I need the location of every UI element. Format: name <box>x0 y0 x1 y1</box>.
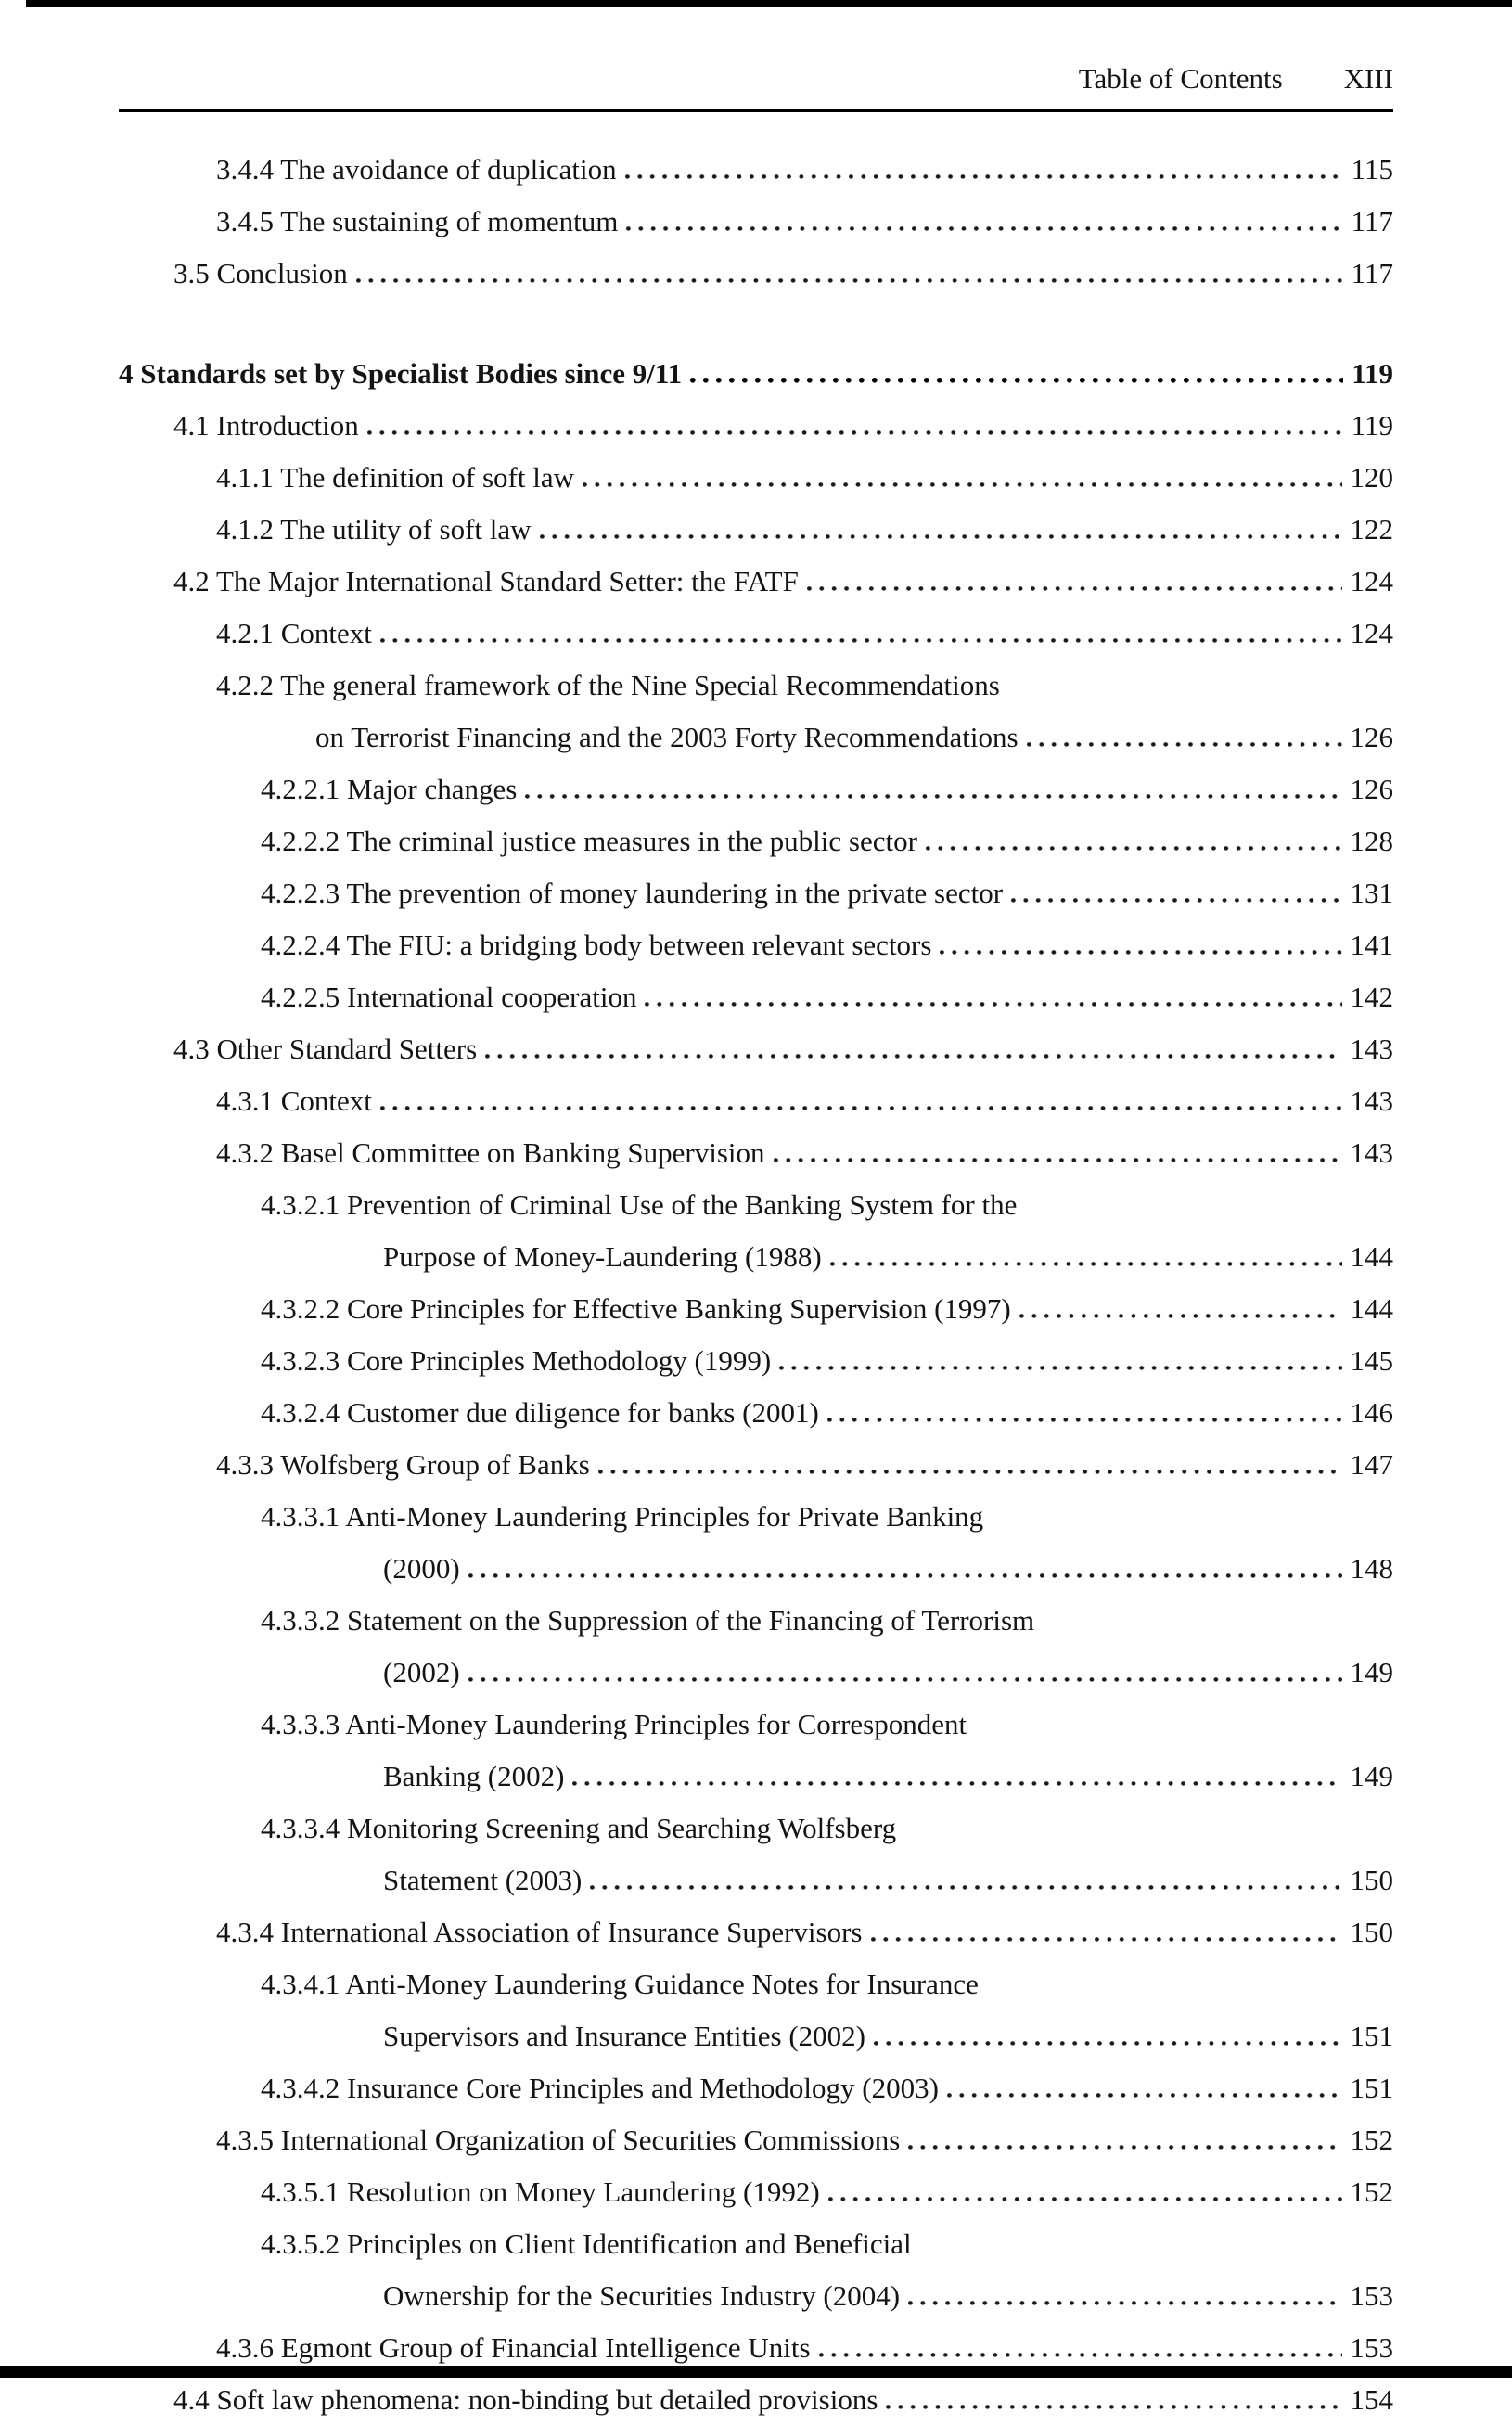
toc-entry-line <box>216 660 1393 712</box>
toc-entry-text: 4.3.3.4 Monitoring Screening and Searching Wolfsberg <box>261 1812 897 1844</box>
toc-page-number: 150 <box>1350 1864 1393 1896</box>
toc-entry-line <box>216 1439 1393 1491</box>
toc-page-number: 141 <box>1350 929 1393 961</box>
dot-leader <box>690 352 1343 383</box>
toc-page-number: 117 <box>1351 205 1393 237</box>
toc-entry-continuation-text: Ownership for the Securities Industry (2004) <box>383 2279 901 2312</box>
toc-entry <box>173 2374 1393 2426</box>
toc-page-number: 154 <box>1350 2383 1393 2416</box>
toc-entry-text: 4.2.2.2 The criminal justice measures in the public sector <box>261 825 917 857</box>
toc-entry-text: 4.3.3 Wolfsberg Group of Banks <box>216 1448 590 1481</box>
toc-page-number: 148 <box>1350 1552 1393 1585</box>
dot-leader <box>830 1235 1342 1266</box>
toc-entry-line <box>261 2062 1393 2114</box>
toc-page-number: 143 <box>1350 1136 1393 1169</box>
toc-entry-continuation-line <box>315 712 1393 764</box>
toc-entry <box>261 1699 1393 1803</box>
toc-page-number: 131 <box>1350 877 1393 909</box>
toc-entry-continuation-text: Statement (2003) <box>383 1864 583 1896</box>
toc-page-number: 119 <box>1351 409 1393 442</box>
toc-entry <box>261 2062 1393 2114</box>
toc-page <box>119 0 1393 2426</box>
dot-leader <box>468 1547 1342 1578</box>
dot-leader <box>926 819 1342 851</box>
dot-leader <box>886 2378 1341 2409</box>
header-title: Table of Contents <box>1078 62 1283 95</box>
toc-entry-text: 4.3 Other Standard Setters <box>173 1033 478 1065</box>
dot-leader <box>1011 871 1341 903</box>
toc-entry-text: 4.4 Soft law phenomena: non-binding but detailed provisions <box>173 2383 878 2416</box>
toc-entry <box>216 660 1393 764</box>
header-page-number: XIII <box>1343 62 1393 95</box>
toc-page-number: 117 <box>1351 257 1393 289</box>
dot-leader <box>626 199 1342 231</box>
toc-page-number: 146 <box>1350 1396 1393 1429</box>
dot-leader <box>947 2066 1342 2098</box>
dot-leader <box>819 2326 1342 2357</box>
toc-entry <box>261 2166 1393 2218</box>
toc-entry <box>216 196 1393 248</box>
toc-page-number: 151 <box>1350 2020 1393 2052</box>
toc-entry-line <box>173 1023 1393 1075</box>
toc-entry-continuation-text: Banking (2002) <box>383 1760 565 1792</box>
toc-entry <box>261 764 1393 815</box>
toc-entry-line <box>261 1179 1393 1231</box>
dot-leader <box>1027 715 1342 747</box>
toc-page-number: 153 <box>1350 2331 1393 2364</box>
toc-page-number: 145 <box>1350 1344 1393 1377</box>
toc-entry-text: 4.2.2.3 The prevention of money laundering in the private sector <box>261 877 1004 909</box>
toc-entry <box>261 1179 1393 1283</box>
toc-entry-continuation-line <box>383 1543 1393 1595</box>
toc-entry-line <box>216 2322 1393 2374</box>
dot-leader <box>598 1443 1342 1474</box>
toc-entry-text: 4.1.1 The definition of soft law <box>216 461 575 494</box>
toc-entry-text: 4.2.2.1 Major changes <box>261 773 518 805</box>
toc-entry-text: 3.5 Conclusion <box>173 257 348 289</box>
toc-entry-continuation-line <box>383 1231 1393 1283</box>
toc-entry-continuation-text: (2000) <box>383 1552 460 1585</box>
toc-entry-text: 4.3.2 Basel Committee on Banking Supervision <box>216 1136 765 1169</box>
dot-leader <box>356 251 1343 283</box>
toc-entry-line <box>261 867 1393 919</box>
toc-entry-continuation-line <box>383 1647 1393 1699</box>
toc-entry-line <box>173 248 1393 300</box>
toc-page-number: 153 <box>1350 2279 1393 2312</box>
dot-leader <box>485 1027 1341 1059</box>
toc-entry <box>261 1595 1393 1699</box>
toc-entry-text: 4.3.5 International Organization of Securities Commissions <box>216 2124 901 2156</box>
toc-entry <box>216 2114 1393 2166</box>
toc-page-number: 149 <box>1350 1760 1393 1792</box>
toc-entry <box>261 1803 1393 1906</box>
toc-entry-text: 4.3.3.3 Anti-Money Laundering Principles for Correspondent <box>261 1708 967 1740</box>
dot-leader <box>828 2170 1342 2201</box>
toc-entry-text: 4.1.2 The utility of soft law <box>216 513 532 546</box>
toc-page-number: 149 <box>1350 1656 1393 1688</box>
toc-entry <box>173 248 1393 300</box>
toc-page-number: 122 <box>1350 513 1393 546</box>
toc-entry-line <box>261 1699 1393 1751</box>
toc-entry-text: 4.3.6 Egmont Group of Financial Intelligence Units <box>216 2331 811 2364</box>
toc-entry-line <box>261 1803 1393 1855</box>
toc-entry-text: 3.4.4 The avoidance of duplication <box>216 153 617 186</box>
toc-entry-text: 4.2.2.5 International cooperation <box>261 981 637 1013</box>
toc-page-number: 152 <box>1350 2176 1393 2208</box>
toc-entry-continuation-text: (2002) <box>383 1656 460 1688</box>
toc-entry-line <box>173 2374 1393 2426</box>
dot-leader <box>468 1650 1342 1682</box>
toc-page-number: 144 <box>1350 1292 1393 1325</box>
toc-entry <box>216 1906 1393 1958</box>
toc-entry-continuation-line <box>383 1751 1393 1803</box>
toc-page-number: 151 <box>1350 2072 1393 2104</box>
toc-entry <box>261 2218 1393 2322</box>
toc-entry-line <box>261 1958 1393 2010</box>
toc-entry <box>261 1958 1393 2062</box>
dot-leader <box>1019 1287 1342 1318</box>
toc-entry <box>173 400 1393 452</box>
toc-entry-line <box>216 1075 1393 1127</box>
toc-entry-line <box>216 2114 1393 2166</box>
toc-entry <box>216 504 1393 556</box>
toc-entry-text: 4.2 The Major International Standard Setter: the FATF <box>173 565 799 597</box>
toc-entry-continuation-text: Supervisors and Insurance Entities (2002) <box>383 2020 865 2052</box>
toc-entry-continuation-line <box>383 1855 1393 1906</box>
toc-entry-line <box>261 1491 1393 1543</box>
dot-leader <box>827 1391 1342 1422</box>
toc-page-number: 143 <box>1350 1085 1393 1117</box>
toc-entry <box>261 919 1393 971</box>
toc-page-number: 124 <box>1350 565 1393 597</box>
dot-leader <box>908 2118 1341 2150</box>
toc-entry-text: 3.4.5 The sustaining of momentum <box>216 205 619 237</box>
toc-entry <box>216 2322 1393 2374</box>
dot-leader <box>380 611 1342 643</box>
toc-entry <box>216 1127 1393 1179</box>
toc-entry-text: 4.1 Introduction <box>173 409 359 442</box>
dot-leader <box>779 1339 1341 1370</box>
toc-page-number: 119 <box>1352 357 1393 390</box>
toc-page-number: 126 <box>1350 773 1393 805</box>
toc-page-number: 150 <box>1350 1916 1393 1948</box>
toc-entry-line <box>261 1387 1393 1439</box>
toc-entry <box>261 1283 1393 1335</box>
dot-leader <box>572 1754 1341 1786</box>
toc-entry <box>261 815 1393 867</box>
toc-entry-line <box>261 971 1393 1023</box>
toc-page-number: 144 <box>1350 1240 1393 1273</box>
toc-entry <box>261 1491 1393 1595</box>
toc-entry-line <box>216 452 1393 504</box>
toc-entry-line <box>216 1906 1393 1958</box>
toc-entry-text: 4.3.1 Context <box>216 1085 372 1117</box>
toc-entry-line <box>216 196 1393 248</box>
toc-entry-line <box>261 1283 1393 1335</box>
toc-entry-text: 4.3.4.2 Insurance Core Principles and Methodology (2003) <box>261 2072 939 2104</box>
toc-entry <box>173 556 1393 608</box>
toc-entry <box>216 1075 1393 1127</box>
header-rule <box>119 109 1393 112</box>
toc-entry-text: 4.3.2.3 Core Principles Methodology (1999) <box>261 1344 772 1377</box>
toc-entry-text: 4.3.5.1 Resolution on Money Laundering (1992) <box>261 2176 820 2208</box>
toc-entry-text: 4.3.2.1 Prevention of Criminal Use of the Banking System for the <box>261 1188 1018 1221</box>
toc-entry-text: 4.3.3.2 Statement on the Suppression of the Financing of Terrorism <box>261 1604 1035 1637</box>
toc-entry <box>261 1387 1393 1439</box>
toc-entry-text: 4.2.1 Context <box>216 617 372 649</box>
toc-entry <box>216 452 1393 504</box>
page-header <box>119 61 1393 96</box>
toc-entry-line <box>261 2218 1393 2270</box>
toc-entry-line <box>119 348 1393 400</box>
toc-list <box>119 144 1393 2426</box>
dot-leader <box>645 975 1341 1007</box>
toc-entry-continuation-line <box>383 2010 1393 2062</box>
toc-entry-text: 4.3.2.4 Customer due diligence for banks (2001) <box>261 1396 819 1429</box>
dot-leader <box>871 1910 1342 1942</box>
dot-leader <box>380 1079 1342 1110</box>
dot-leader <box>525 767 1341 799</box>
toc-entry-continuation-text: on Terrorist Financing and the 2003 Forty Recommendations <box>315 721 1019 753</box>
toc-entry-line <box>216 608 1393 660</box>
toc-entry-text: 4.3.4.1 Anti-Money Laundering Guidance Notes for Insurance <box>261 1968 979 2000</box>
toc-page-number: 142 <box>1350 981 1393 1013</box>
toc-entry-continuation-text: Purpose of Money-Laundering (1988) <box>383 1240 822 1273</box>
toc-page-number: 126 <box>1350 721 1393 753</box>
dot-leader <box>774 1131 1342 1162</box>
toc-page-number: 143 <box>1350 1033 1393 1065</box>
toc-entry <box>216 144 1393 196</box>
toc-page-number: 115 <box>1351 153 1393 186</box>
toc-page-number: 152 <box>1350 2124 1393 2156</box>
toc-entry-line <box>261 2166 1393 2218</box>
toc-entry-text: 4 Standards set by Specialist Bodies since 9/11 <box>119 357 683 390</box>
toc-entry-line <box>173 400 1393 452</box>
toc-entry <box>216 1439 1393 1491</box>
dot-leader <box>874 2014 1342 2046</box>
toc-entry-text: 4.3.2.2 Core Principles for Effective Banking Supervision (1997) <box>261 1292 1011 1325</box>
toc-entry-line <box>261 1595 1393 1647</box>
toc-entry-line <box>216 1127 1393 1179</box>
toc-entry-line <box>261 815 1393 867</box>
toc-entry-text: 4.3.5.2 Principles on Client Identification and Beneficial <box>261 2227 912 2260</box>
toc-entry-continuation-line <box>383 2270 1393 2322</box>
toc-page-number: 120 <box>1350 461 1393 494</box>
toc-page-number: 124 <box>1350 617 1393 649</box>
toc-entry-text: 4.3.4 International Association of Insurance Supervisors <box>216 1916 863 1948</box>
toc-entry <box>216 608 1393 660</box>
toc-entry-line <box>261 764 1393 815</box>
dot-leader <box>908 2274 1341 2305</box>
toc-entry-text: 4.2.2.4 The FIU: a bridging body between relevant sectors <box>261 929 932 961</box>
toc-page-number: 128 <box>1350 825 1393 857</box>
dot-leader <box>807 559 1342 591</box>
toc-entry-text: 4.2.2 The general framework of the Nine Special Recommendations <box>216 669 1000 701</box>
toc-page-number: 147 <box>1350 1448 1393 1481</box>
toc-entry <box>261 1335 1393 1387</box>
toc-entry <box>119 348 1393 400</box>
toc-entry-line <box>261 1335 1393 1387</box>
toc-entry <box>173 1023 1393 1075</box>
toc-entry-line <box>216 504 1393 556</box>
toc-entry-line <box>216 144 1393 196</box>
dot-leader <box>590 1858 1341 1890</box>
toc-entry <box>261 971 1393 1023</box>
toc-entry-line <box>261 919 1393 971</box>
toc-entry-line <box>173 556 1393 608</box>
dot-leader <box>367 404 1343 435</box>
toc-entry <box>261 867 1393 919</box>
dot-leader <box>540 507 1342 539</box>
toc-entry-text: 4.3.3.1 Anti-Money Laundering Principles for Private Banking <box>261 1500 984 1533</box>
dot-leader <box>625 148 1343 179</box>
dot-leader <box>940 923 1341 955</box>
dot-leader <box>583 456 1341 487</box>
